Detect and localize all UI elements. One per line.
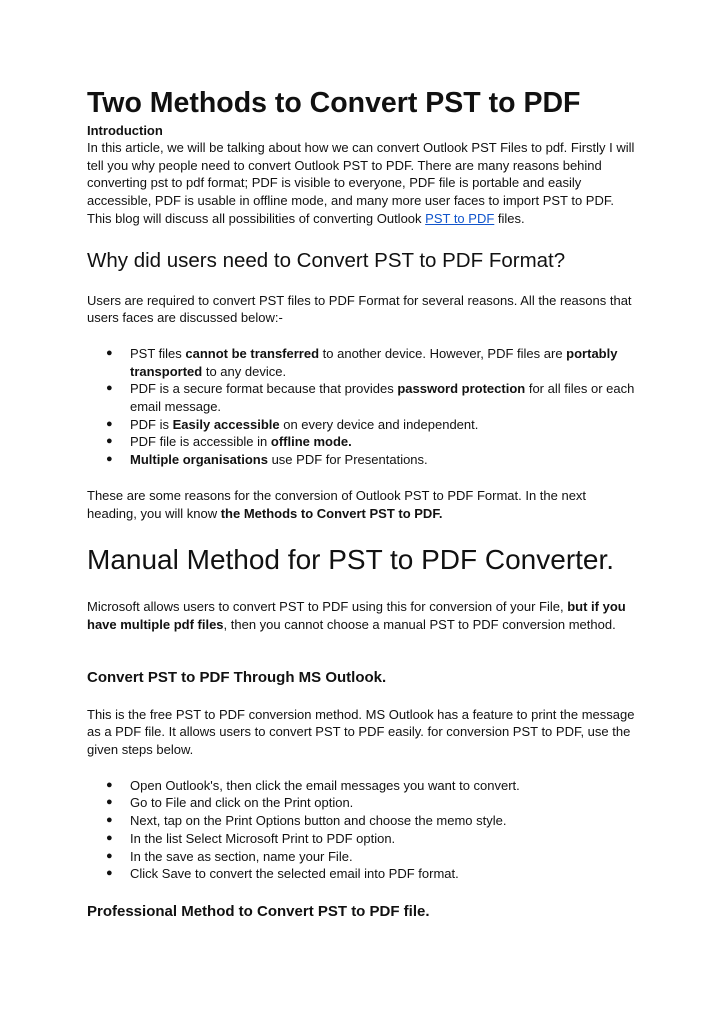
intro-label: Introduction xyxy=(87,123,163,138)
bullet-icon: ● xyxy=(106,814,113,827)
bullet-icon: ● xyxy=(106,778,113,791)
pst-to-pdf-link[interactable]: PST to PDF xyxy=(425,210,495,226)
intro-text-end: files. xyxy=(494,210,525,226)
intro-text: In this article, we will be talking about how we can convert Outlook PST Files to pdf. Firstly I will tell you why people need to convert Outlook PST to PDF. There are many reasons behind converting pst to pdf format; PDF is visible to everyone, PDF file is portable and easily accessible, PDF is usable in offline mode, and many more user faces to import PST to PDF. This blog will discuss all possibilities of converting Outlook xyxy=(87,140,635,226)
list-item: ● PDF file is accessible in offline mode. xyxy=(106,434,352,450)
manual-paragraph: Microsoft allows users to convert PST to PDF using this for conversion of your File, but if you have multiple pdf files, then you cannot choose a manual PST to PDF conversion method. xyxy=(87,599,626,632)
professional-heading: Professional Method to Convert PST to PDF file. xyxy=(87,902,430,920)
list-item: ● Multiple organisations use PDF for Presentations. xyxy=(106,452,428,468)
list-item: ● PST files cannot be transferred to another device. However, PDF files are portably transported to any device. xyxy=(106,345,618,379)
bullet-icon: ● xyxy=(106,346,113,359)
list-item: ● Go to File and click on the Print option. xyxy=(106,795,354,811)
bullet-icon: ● xyxy=(106,417,113,430)
bullet-icon: ● xyxy=(106,382,113,395)
steps-list xyxy=(87,777,635,883)
why-heading: Why did users need to Convert PST to PDF Format? xyxy=(87,248,566,272)
list-item: ● Open Outlook's, then click the email messages you want to convert. xyxy=(106,777,520,793)
list-item: ● Click Save to convert the selected email into PDF format. xyxy=(106,866,459,882)
page-title: Two Methods to Convert PST to PDF xyxy=(87,87,581,119)
intro-paragraph xyxy=(87,139,635,228)
manual-heading: Manual Method for PST to PDF Converter. xyxy=(87,544,615,576)
bullet-icon: ● xyxy=(106,435,113,448)
list-item: ● Next, tap on the Print Options button and choose the memo style. xyxy=(106,813,507,829)
list-item: ● In the list Select Microsoft Print to PDF option. xyxy=(106,830,396,846)
why-paragraph: Users are required to convert PST files to PDF Format for several reasons. All the reasons that users faces are discussed below:- xyxy=(87,292,632,326)
list-item: ● In the save as section, name your File. xyxy=(106,848,353,864)
outlook-heading: Convert PST to PDF Through MS Outlook. xyxy=(87,668,387,686)
list-item: ● PDF is Easily accessible on every device and independent. xyxy=(106,416,479,432)
bullet-icon: ● xyxy=(106,453,113,466)
bullet-icon: ● xyxy=(106,831,113,844)
document-page xyxy=(87,84,635,922)
why-closing-paragraph: These are some reasons for the conversion of Outlook PST to PDF Format. In the next heading, you will know the Methods to Convert PST to PDF. xyxy=(87,487,587,521)
reasons-list xyxy=(87,345,635,469)
list-item: ● PDF is a secure format because that provides password protection for all files or each email message. xyxy=(106,381,635,415)
outlook-paragraph: This is the free PST to PDF conversion method. MS Outlook has a feature to print the message as a PDF file. It allows users to convert PST to PDF easily. for conversion PST to PDF, use the given steps below. xyxy=(87,706,635,758)
bullet-icon: ● xyxy=(106,849,113,862)
bullet-icon: ● xyxy=(106,867,113,880)
bullet-icon: ● xyxy=(106,796,113,809)
